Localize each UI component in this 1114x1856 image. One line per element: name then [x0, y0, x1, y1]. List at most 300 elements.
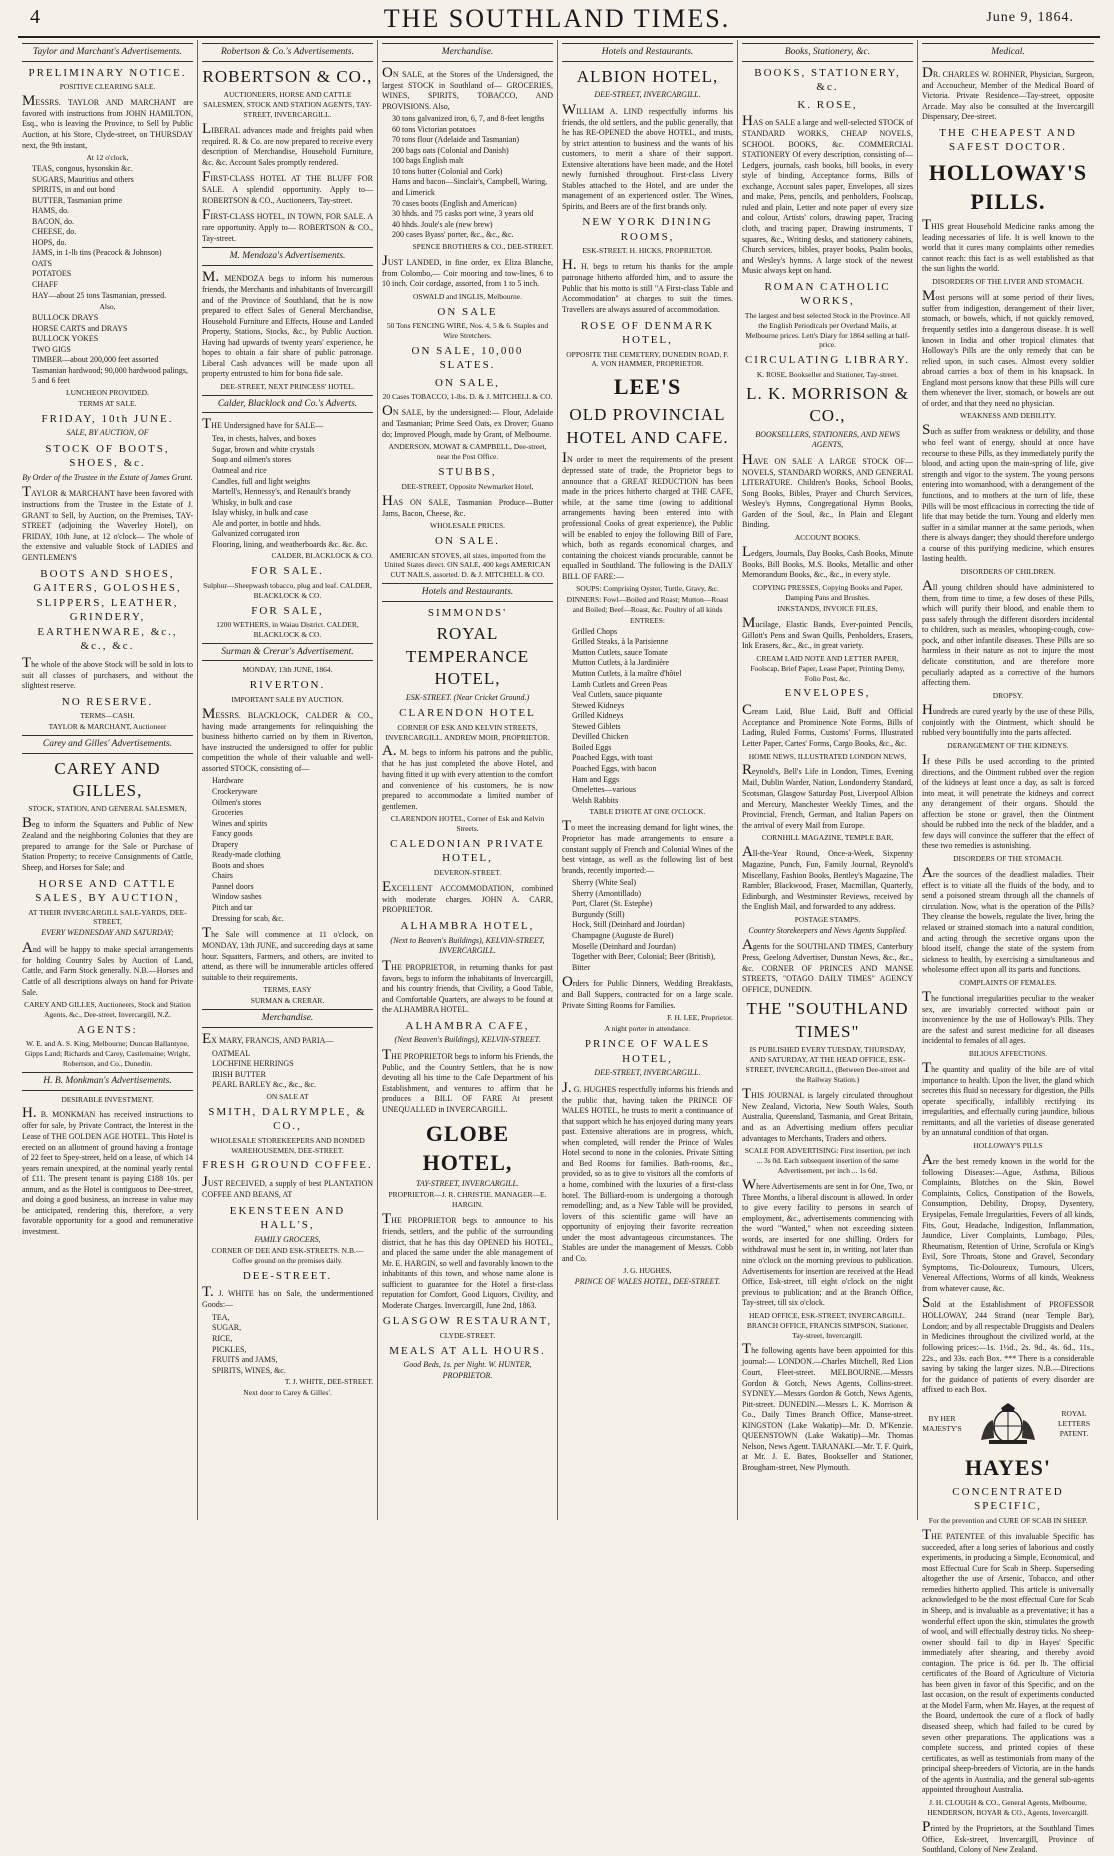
list-item: CHEESE, do.: [32, 227, 77, 237]
list-item: 70 tons flour (Adelaide and Tasmanian): [392, 135, 520, 145]
ad-body: Most persons will at some period of their lives, suffer from indigestion, derangement of their liver, stomach, or bowels, which, if not quickly removed, frequently settles into a dangerous disease. It is well known in India and other tropical climates that Holloway's Pills are the only remedy that can be relied upon, in such cases. Almost every soldier abroad carries a box of them in his knapsack. In England most persons know that these Pills will cure them whenever the liver, stomach, or bowels are out of order, and that they need no physician.: [922, 287, 1094, 408]
ad-italic-line: BOOKSELLERS, STATIONERS, AND NEWS AGENTS,: [755, 429, 900, 450]
section-heading: Taylor and Marchant's Advertisements.: [22, 43, 193, 62]
ad-body: The quantity and quality of the bile are of vital importance to health. Upon the liver, the gland which secretes this fluid so necessary for digestion, the Pills operate specifically, infallibly rectifying its irregularities, and effectually curing jaundice, bilious remittants, and all the varieties of disease generated by an unnatural condition of that organ.: [922, 1059, 1094, 1138]
ad-subline: TERMS AT SALE.: [78, 398, 137, 408]
list-item: Veal Cutlets, sauce piquante: [572, 690, 663, 700]
ad-subline: J. G. HUGHES,: [623, 1266, 672, 1276]
ad-subline: 20 Cases TOBACCO, 1-lbs. D. & J. MITCHELL & CO.: [382, 392, 553, 402]
list-item: Lamb Cutlets and Green Peas: [572, 679, 668, 689]
ad-body: MESSRS. TAYLOR AND MARCHANT are favored with instructions from JOHN HAMILTON, Esq., who is leaving the Province, to Sell by Public Auction, at his Store, Clyde-street, on THURSDAY next, the 9th instant,: [22, 92, 193, 150]
list-item: Hock, Still (Deinhard and Jourdan): [572, 920, 685, 930]
section-heading: Hotels and Restaurants.: [562, 43, 733, 62]
ad-subline: CORNHILL MAGAZINE, TEMPLE BAR,: [761, 833, 894, 843]
ad-subline: DISORDERS OF THE LIVER AND STOMACH.: [932, 277, 1084, 286]
ad-item-list: [202, 1049, 373, 1091]
ad-subline: SCALE FOR ADVERTISING: First insertion, per inch ... 3s 0d. Each subsequent insertion of the same Advertisement, per inch ... 1s 6d.: [744, 1146, 911, 1175]
ad-body: M. MENDOZA begs to inform his numerous friends, the Merchants and inhabitants of Invercargill and of the Province of Southland, that he is now prepared to effect Sales of General Merchandise, Household Furniture and Effects, House and Landed Property, Stations, Stocks, &c., by Public Auction. Having had upwards of twenty years' experience, he hopes to obtain a fair share of public patronage. Liberal Cash advances will be made upon all property entrusted to him for bona fide sale.: [202, 269, 373, 379]
list-item: Grilled Kidneys: [572, 711, 624, 721]
column-6: [918, 40, 1098, 1855]
ad-body: EX MARY, FRANCIS, AND PARIA—: [202, 1030, 334, 1047]
list-item: TWO GIGS: [32, 344, 71, 354]
ad-item-list: [382, 114, 553, 241]
list-item: Dressing for scab, &c.: [212, 913, 284, 923]
ad-body: Hundreds are cured yearly by the use of these Pills, conjointly with the Ointment, which should be rubbed very bountifully into the parts affected.: [922, 701, 1094, 738]
list-item: Port, Claret (St. Estephe): [572, 899, 653, 909]
ad-heading: CALEDONIAN PRIVATE HOTEL,: [390, 837, 545, 865]
ad-subline: LUNCHEON PROVIDED.: [66, 387, 149, 397]
ad-item-list: [202, 434, 373, 550]
list-item: TEAS, congous, hysonskin &c.: [32, 164, 133, 174]
ad-subline: COMPLAINTS OF FEMALES.: [959, 977, 1057, 987]
ad-italic-line: SALE, BY AUCTION, OF: [66, 428, 149, 438]
list-item: BULLOCK DRAYS: [32, 313, 99, 323]
ad-subline: Sulphur—Sheepwash tobacco, plug and leaf. CALDER, BLACKLOCK & CO.: [203, 580, 372, 600]
ad-heading: OLD PROVINCIAL HOTEL AND CAFE.: [566, 405, 729, 447]
ad-heading: STOCK OF BOOTS, SHOES, &c.: [45, 442, 170, 470]
ad-subline: K. ROSE, Bookseller and Stationer, Tay-street.: [756, 369, 899, 379]
ad-heading: HAYES': [965, 1454, 1051, 1480]
list-item: SUGAR,: [212, 1323, 242, 1333]
ad-item-list: [562, 627, 733, 806]
list-item: 100 bags English malt: [392, 156, 464, 166]
ad-heading: PRELIMINARY NOTICE.: [28, 66, 187, 79]
ad-body: Such as suffer from weakness or debility, and those who feel want of energy, should at once have recourse to these Pills, as they immediately purify the blood, and acting upon the main-spring of life, give strength and vigor to the system. The young persons entering into womanhood, with a derangement of the functions, and to mothers at the turn of life, these Pills will be most efficacious in correcting the tide of life that may betide the turn. Young and elderly men suffer in a similar manner at the same periods, when there is always danger; they should therefore undergo a course of this purifying medicine, which ensures lasting health.: [922, 422, 1094, 564]
ad-body: Where Advertisements are sent in for One, Two, or Three Months, a liberal discount is allowed. In order to give every facility to persons in search of employment, &c., advertisements commencing with the word "Wanted," when not exceeding sixteen words, are inserted for one shilling. Orders for withdrawal must be sent in, in writing, not later than nine o'clock on the morning previous to publication. Advertisements for insertion are received at the Head Office, Esk-street, till eight o'clock on the night previous to publication; and at the Branch Office, Tay-street, till six o'clock.: [742, 1176, 913, 1308]
list-item: 10 tons butter (Colonial and Cork): [392, 166, 503, 176]
list-item: POTATOES: [32, 269, 72, 279]
ad-body: THIS JOURNAL is largely circulated throughout New Zealand, Victoria, New South Wales, South Australia, Queensland, Tasmania, and Great Britain, and as an Advertising medium offers peculiar advantages to Merchants, Traders and others.: [742, 1085, 913, 1143]
list-item: Fancy goods: [212, 829, 253, 839]
ad-italic-line: (Next Beaven's Buildings), KELVIN-STREET.: [394, 1035, 541, 1045]
ad-italic-line: PRINCE OF WALES HOTEL, DEE-STREET.: [574, 1277, 721, 1287]
list-item: Wines and spirits: [212, 818, 268, 828]
list-item: OATS: [32, 258, 53, 268]
list-item: Martell's, Hennessy's, and Renault's brandy: [212, 487, 351, 497]
list-item: Boots and shoes: [212, 860, 264, 870]
ad-body: The Sale will commence at 11 o'clock, on MONDAY, 13th JUNE, and succeeding days at same hour. Squatters, Farmers, and others, are invited to attend, as there will be innumerable articles offered suitable to their requirements.: [202, 925, 373, 982]
list-item: BULLOCK YOKES: [32, 334, 99, 344]
ad-italic-line: DEE-STREET, INVERCARGILL.: [594, 89, 701, 99]
ad-heading: LEE'S: [613, 374, 682, 400]
ad-body: MESSRS. BLACKLOCK, CALDER & CO., having made arrangements for relinquishing the business hitherto carried on by them in Riverton, have instructed the undersigned to offer for public competition the whole of their valuable and well-assorted STOCK, consisting of—: [202, 705, 373, 773]
ad-heading: PRINCE OF WALES HOTEL,: [584, 1038, 711, 1065]
list-item: Champagne (Auguste de Burel): [572, 930, 674, 940]
ad-heading: ON SALE.: [435, 535, 500, 548]
ad-subline: The largest and best selected Stock in the Province. All the English Periodicals per Overland Mails, at Melbourne prices. Lett's Diary for 1864 selling at half-price.: [744, 310, 911, 350]
section-heading: Merchandise.: [202, 1009, 373, 1028]
warrant-right-text: ROYAL LETTERS PATENT.: [1057, 1408, 1091, 1438]
ad-subline: AMERICAN STOVES, all sizes, imported from the United States direct. ON SALE, 400 kegs AMERICAN CUT NAILS, assorted. D. & J. MITCHELL & CO.: [384, 550, 551, 580]
royal-warrant-block: [922, 1398, 1094, 1450]
ad-subline: DERANGEMENT OF THE KIDNEYS.: [947, 740, 1069, 750]
ad-subline: HEAD OFFICE, ESK-STREET, INVERCARGILL. BRANCH OFFICE, FRANCIS SIMPSON, Stationer, Tay-street, Invercargill.: [746, 1310, 909, 1340]
ad-subline: TERMS—CASH.: [80, 711, 135, 721]
ad-subline: Also,: [99, 302, 116, 312]
list-item: Mutton Cutlets, à la maître d'hôtel: [572, 669, 682, 679]
ad-subline: DROPSY.: [992, 690, 1024, 700]
section-heading: Surman & Crerar's Advertisement.: [202, 643, 373, 662]
list-item: Poached Eggs, with bacon: [572, 763, 657, 773]
ad-heading: ALHAMBRA CAFE,: [405, 1019, 530, 1032]
ad-body: JUST RECEIVED, a supply of best PLANTATION COFFEE AND BEANS, AT: [202, 1173, 373, 1199]
ad-italic-line: Good Beds, 1s. per Night. W. HUNTER, PROPRIETOR.: [403, 1360, 532, 1380]
ad-item-list: [22, 164, 193, 301]
ad-subline: STOCK, STATION, AND GENERAL SALESMEN,: [28, 804, 187, 814]
column-1: [18, 40, 198, 1520]
ad-body: The functional irregularities peculiar to the weaker sex, are invariably corrected without pain or inconvenience by the use of Holloway's Pills. They are the safest and surest medicine for all diseases incidental to females of all ages.: [922, 988, 1094, 1046]
ad-heading: MEALS AT ALL HOURS.: [389, 1344, 546, 1357]
page-number: 4: [30, 6, 40, 28]
list-item: Poached Eggs, with toast: [572, 753, 653, 763]
list-item: JAMS, in 1-lb tins (Peacock & Johnson): [32, 248, 162, 258]
ad-body: H. H. begs to return his thanks for the ample patronage hitherto afforded him, and to assure the Public that his motto is still "A First-class Table and Accommodation" at charges to suit the times. Travellers are always assured of accommodation.: [562, 257, 733, 314]
list-item: Flooring, lining, and weatherboards &c. &c. &c.: [212, 539, 368, 549]
ad-subline: OPPOSITE THE CEMETERY, DUNEDIN ROAD, F. A. VON HAMMER, PROPRIETOR.: [566, 349, 729, 369]
ad-subline: HOME NEWS, ILLUSTRATED LONDON NEWS,: [748, 751, 907, 761]
list-item: Welsh Rabbits: [572, 795, 619, 805]
ad-heading: ENVELOPES,: [784, 687, 871, 700]
ad-signature: F. H. LEE, Proprietor.: [667, 1013, 733, 1023]
list-item: TIMBER—about 200,000 feet assorted Tasmanian hardwood; 90,000 hardwood palings, 5 and 6 feet: [32, 355, 188, 386]
ad-subline: Next door to Carey & Gilles'.: [243, 1388, 332, 1398]
ad-heading: EKENSTEEN AND HALL'S,: [229, 1204, 346, 1232]
ad-body: THE PATENTEE of this invaluable Specific has succeeded, after a long series of laborious and costly experiments, in producing a Simple, Economical, and most Effectual Cure for Scab in Sheep. Superseding altogether the use of Arsenic, Tobacco, and other remedies hitherto applied. This article is universally acknowledged to be the most effectual Cure for Scab in Sheep, and is invaluable as a preventative; it has a wonderful effect upon the skin, stimulates the growth of wool, and will effectually destroy ticks. No sheep-owner should fail to dip in Hayes' Specific immediately after shearing, and thereby avoid contagion. The price is 6d. per lb. The official certificates of the Board of Agriculture of Victoria has been given in favor of this Specific, and on the last occasion, on the result of experiments conducted at the Model Farm, when Mr. Hayes, at the request of the Board, undertook the cure of a flock of badly diseased sheep, which had failed to be cured by seven other preparations. The applications was a complete success, and printed copies of these certificates, as well as testimonials from many of the principal sheep-breeders of Victoria, are in the hands of the agents in Australia, and the general sub-agents appointed throughout Australia.: [922, 1526, 1094, 1795]
section-heading: Calder, Blacklock and Co.'s Adverts.: [202, 395, 373, 414]
ad-subline: 50 Tons FENCING WIRE, Nos. 4, 5 & 6. Staples and Wire Stretchers.: [386, 321, 549, 341]
ad-body: Beg to inform the Squatters and Public of New Zealand and the neighboring Colonies that they are prepared to arrange for the Sale or Purchase of Station Property; to receive Consignments of Cattle, Sheep, and Horses for Sale; and: [22, 815, 193, 872]
ad-body: EXCELLENT ACCOMMODATION, combined with moderate charges. JOHN A. CARR, PROPRIETOR.: [382, 878, 553, 915]
ad-subline: W. E. and A. S. King, Melbourne; Duncan Ballantyne, Gipps Land; Richards and Carey, Castlemaine; Wright, Robertson, and Co., Dunedin.: [24, 1039, 191, 1069]
ad-subline: WHOLESALE STOREKEEPERS AND BONDED WAREHOUSEMEN, DEE-STREET.: [210, 1135, 365, 1155]
ad-subline: POSITIVE CLEARING SALE.: [59, 82, 156, 92]
ad-body: Are the best remedy known in the world for the following Diseases:—Ague, Asthma, Bilious Complaints, Blotches on the Skin, Bowel Complaints, Colics, Constipation of the Bowels, Consumption, Debility, Dropsy, Dysentery, Erysipelas, Female Irregularities, Fevers of all kinds, Fits, Gout, Headache, Indigestion, Inflammation, Jaundice, Liver Complaints, Lumbago, Piles, Rheumatism, Retention of Urine, Scrofula or King's Evil, Sore Throats, Stone and Gravel, Secondary Symptoms, Tic-Doloureux, Tumours, Ulcers, Venereal Affections, Worms of all kinds, Weakness from whatever cause, &c.: [922, 1151, 1094, 1293]
list-item: 40 hhds. Joule's ale (new brew): [392, 219, 493, 229]
list-item: TEA,: [212, 1312, 230, 1322]
ad-subline: AUCTIONEERS, HORSE AND CATTLE SALESMEN, STOCK AND STATION AGENTS, TAY-STREET, INVERCARGILL.: [203, 89, 372, 119]
ad-heading: BOOTS AND SHOES, GAITERS, GOLOSHES, SLIPPERS, LEATHER, GRINDERY, EARTHENWARE, &c., &c., &c.: [33, 567, 182, 653]
ad-signature: T. J. WHITE, DEE-STREET.: [284, 1377, 373, 1387]
ad-subline: CLYDE-STREET.: [439, 1330, 496, 1340]
ad-subline: DEVERON-STREET.: [433, 868, 502, 877]
ad-subline: TABLE D'HOTE AT ONE O'CLOCK.: [589, 807, 706, 817]
ad-heading: GLASGOW RESTAURANT,: [382, 1315, 553, 1328]
list-item: BUTTER, Tasmanian prime: [32, 195, 123, 205]
ad-subline: 1200 WETHERS, in Waiau District. CALDER, BLACKLOCK & CO.: [216, 620, 359, 639]
ad-body: ON SALE, at the Stores of the Undersigned, the largest STOCK in Southland of— GROCERIES, WINES, SPIRITS, TOBACCO, AND PROVISIONS. Also,: [382, 64, 553, 111]
ad-body: Reynold's, Bell's Life in London, Times, Evening Mail, Dublin Warder, Nation, Londonderry Standard, Scotsman, Glasgow Saturday Post, Liverpool Albion and Mercury, Manchester Weekly Times, and the Provincial, French, German, and Italian Papers on the arrival of every Mail from Europe.: [742, 762, 913, 830]
list-item: Devilled Chicken: [572, 732, 629, 742]
ad-heading: ROYAL TEMPERANCE HOTEL,: [405, 624, 530, 689]
ad-subline: COPYING PRESSES, Copying Books and Paper, Damping Pans and Brushes.: [752, 582, 903, 602]
ad-body: THE PROPRIETOR, in returning thanks for past favors, begs to inform the inhabitants of Invercargill, and his country friends, that Civility, a Good Table, and Comfortable Quarters, are always to be found at the ALHAMBRA HOTEL.: [382, 957, 553, 1015]
ad-subline: SURMAN & CRERAR.: [250, 996, 325, 1006]
ad-subline: DEE-STREET, NEXT PRINCESS' HOTEL.: [220, 381, 355, 391]
ad-heading: ALHAMBRA HOTEL,: [400, 919, 535, 932]
ad-body: TAYLOR & MARCHANT have been favored with instructions from the Trustee in the Estate of J. GRANT to Sell, by Auction, on the Premises, TAY-STREET (adjoining the Waverley Hotel), on FRIDAY, 10th June, at 12 o'clock— The whole of the extensive and valuable Stock of LADIES and GENTLEMEN'S: [22, 484, 193, 562]
list-item: Soap and oilmen's stores: [212, 455, 291, 465]
list-item: CHAFF: [32, 280, 58, 290]
newspaper-title: THE SOUTHLAND TIMES.: [383, 4, 731, 33]
ad-body: If these Pills be used according to the printed directions, and the Ointment rubbed over the region of the kidneys at least once a day, as salt is forced into meat, it will penetrate the kidneys and correct any derangement of their organs. Should the affection be stone or gravel, then the Ointment should be rubbed into the neck of the bladder, and a few days will convince the sufferer that the effect of these two remedies is astonishing.: [922, 751, 1094, 851]
ad-heading: FRIDAY, 10th JUNE.: [41, 412, 174, 425]
list-item: Islay whisky, in bulk and case: [212, 508, 308, 518]
list-item: Stewed Kidneys: [572, 700, 625, 710]
list-item: Hardware: [212, 776, 244, 786]
list-item: Grilled Chops: [572, 626, 618, 636]
ad-subline: IS PUBLISHED EVERY TUESDAY, THURSDAY, AND SATURDAY, AT THE HEAD OFFICE, ESK-STREET, INVERCARGILL, (Between Dee-street and the Railway Station.): [745, 1045, 910, 1084]
ad-italic-line: FAMILY GROCERS,: [254, 1234, 321, 1244]
ad-heading: STUBBS,: [438, 466, 497, 479]
list-item: Drapery: [212, 839, 239, 849]
list-item: Pitch and tar: [212, 902, 253, 912]
list-item: Ale and porter, in bottle and hhds.: [212, 518, 321, 528]
ad-body: LIBERAL advances made and freights paid when required. R. & Co. are now prepared to receive every description of Merchandise, Household Furniture, &c. &c. Account Sales promptly rendered.: [202, 120, 373, 167]
ad-body: Printed by the Proprietors, at the Southland Times Office, Esk-street, Invercargill, Province of Southland, Colony of New Zealand.: [922, 1818, 1094, 1855]
warrant-left-text: BY HER MAJESTY'S: [922, 1413, 962, 1433]
ad-body: HAS on SALE a large and well-selected STOCK of STANDARD WORKS, CHEAP NOVELS, SCHOOL BOOKS, &c. COMMERCIAL STATIONERY Of every description, consisting of— Ledgers, journals, cash books, bill books, in every style of binding, Acceptance forms, Bills of exchange, Account sales paper, Envelopes, all sizes and make, Pens, pencils, and penholders, Foolscap, ruled and plain, Letter and note paper of every size and colour, Artists' colors, drawing paper, Tracing cloth, and tracing paper, Drawing instruments, T squares, &c., Writing desks, and stationery cabinets, Church services, bibles, prayer books, Psalm books, and Wesley's hymns. A large stock of the newest Music always kept on hand.: [742, 113, 913, 276]
list-item: 200 cases Byass' porter, &c., &c., &c.: [392, 230, 514, 240]
ad-subline: DESIRABLE INVESTMENT.: [61, 1094, 154, 1104]
section-heading: Merchandise.: [382, 43, 553, 62]
ad-italic-line: Country Storekeepers and News Agents Supplied.: [748, 925, 907, 935]
column-4: [558, 40, 738, 1520]
ad-body: The following agents have been appointed for this journal:— LONDON.—Charles Mitchell, Red Lion Court, Fleet-street. MELBOURNE.—Messrs Gordon & Gotch, News Agents, Collins-street. SYDNEY.—Messrs Gordon & Gotch, News Agents, Pitt-street. DUNEDIN.—Messrs L. K. Morrison & Co., Daily Times Branch Office, Manse-street. KINGSTON (Lake Wakatip)—Mr. D. M'Kenzie. QUEENSTOWN (Lake Wakatip)—Mr. Thomas Nelson, News Agent. TARANAKI.—Mr. T. F. Quirk, at Mr. J. E. Bates, Bookseller and Stationer, Brougham-street, New Plymouth.: [742, 1341, 913, 1472]
list-item: 30 hhds. and 75 casks port wine, 3 years old: [392, 209, 534, 219]
list-item: BACON, do.: [32, 216, 75, 226]
ad-heading: FOR SALE.: [251, 565, 324, 578]
ad-subline: WEAKNESS AND DEBILITY.: [960, 411, 1056, 421]
ad-subline: DISORDERS OF CHILDREN.: [960, 566, 1056, 576]
list-item: 30 tons galvanized iron, 6, 7, and 8-feet lengths: [392, 114, 545, 124]
ad-heading: SIMMONDS': [427, 606, 508, 619]
list-item: HAMS, do.: [32, 206, 70, 216]
ad-subline: DINNERS: Fowl—Boiled and Roast; Mutton—Roast and Boiled; Beef—Roast, &c. Poultry of all kinds: [566, 595, 729, 615]
ad-subline: At 12 o'clock,: [86, 153, 129, 163]
ad-subline: OSWALD and INGLIS, Melbourne.: [413, 291, 522, 301]
ad-body: Sold at the Establishment of PROFESSOR HOLLOWAY, 244 Strand (near Temple Bar), London; and by all respectable Druggists and Dealers in Medicines throughout the civilized world, at the following prices:—1s. 1½d., 2s. 9d., 4s. 6d., 11s., 22s., and 33s. each Box. *** There is a considerable saving by taking the larger sizes. N.B.—Directions for the guidance of patients of every disorder are affixed to each Box.: [922, 1295, 1094, 1395]
ad-italic-line: (Next to Beaven's Buildings), KELVIN-STREET, INVERCARGILL.: [390, 935, 545, 956]
newspaper-columns: [18, 40, 1100, 1855]
ad-heading: CLARENDON HOTEL: [399, 707, 536, 720]
ad-heading: HORSE AND CATTLE SALES, BY AUCTION,: [35, 877, 180, 905]
ad-body: All young children should have administered to them, from time to time, a few doses of these Pills, which will purify their blood, and enable them to pass safely through the different disorders incidental to children, such as measles, whooping-cough, cow-pock, and other infantile diseases. These Pills are so harmless in their nature as not to injure the most delicate constitution, and are therefore more peculiarly adapted as a corrective of the humors affecting them.: [922, 577, 1094, 688]
ad-heading: CONCENTRATED SPECIFIC,: [952, 1485, 1064, 1513]
ad-subline: DISORDERS OF THE STOMACH.: [953, 853, 1063, 863]
list-item: Galvanized corrugated iron: [212, 529, 300, 539]
column-3: [378, 40, 558, 1520]
list-item: 60 tons Victorian potatoes: [392, 124, 476, 134]
ad-subline: ON SALE AT: [266, 1091, 309, 1101]
ad-subline: MONDAY, 13th JUNE, 1864.: [242, 665, 333, 675]
list-item: HAY—about 25 tons Tasmanian, pressed.: [32, 290, 167, 300]
list-item: Burgundy (Still): [572, 909, 625, 919]
section-heading: M. Mendoza's Advertisements.: [202, 247, 373, 266]
ad-heading: ROSE OF DENMARK HOTEL,: [580, 319, 715, 347]
ad-heading: DEE-STREET.: [242, 1269, 333, 1282]
ad-body: THE PROPRIETOR begs to announce to his friends, settlers, and the public of the surrounding district, that he has this day OPENED his HOTEL, and placed the same under the able management of Mr. E. HARGIN, so well and favorably known to the inhabitants of this town, and whose name alone is sufficient to guarantee for the Hotel a first-class reputation for Comfort, Good Liquors, Civility, and Moderate Charges. Invercargill, June 2nd, 1863.: [382, 1210, 553, 1310]
ad-heading: CIRCULATING LIBRARY.: [744, 354, 911, 367]
ad-heading: ON SALE, 10,000 SLATES.: [411, 344, 524, 372]
ad-body: H. B. MONKMAN has received instructions to offer for sale, by Private Contract, the Interest in the Lease of THE GOLDEN AGE HOTEL. This Hotel is erected on an allotment of ground having a frontage of 22 feet to Spey-street, held on a lease, of which 14 years remain unexpired, at the nominal yearly rental of £11. The present tenant is paying £188 10s. per annum, and as the Hotel is contiguous to Dee-street, and doing a good business, an increase in value may be anticipated, rendering this, therefore, a very favorable opportunity for a good and remunerative investment.: [22, 1105, 194, 1236]
ad-body: Agents for the SOUTHLAND TIMES, Canterbury Press, Geelong Advertiser, Dunstan News, &c., &c., &c. CORNER OF PRINCES AND MANSE STREETS, "OTAGO DAILY TIMES" AGENCY OFFICE, DUNEDIN.: [742, 937, 913, 994]
ad-heading: CAREY AND GILLES,: [54, 758, 161, 800]
ad-heading: ON SALE,: [435, 376, 500, 389]
ad-body: IN order to meet the requirements of the present depressed state of trade, the Proprietor begs to announce that a GREAT REDUCTION has been made in the prices hitherto charged at THE CAFE, while, at the same time (owing to additional arrangements having been entered into with professional Cooks of great experience), the Public will be enabled to enjoy the following Bill of Fare, which, both as regards economical charges, and containing the choicest viands procurable, cannot be equalled in Southland. The following is the DAILY BILL OF FARE:—: [562, 450, 733, 581]
ad-subline: TAYLOR & MARCHANT, Auctioneer: [48, 722, 167, 732]
ad-subline: J. H. CLOUGH & CO., General Agents, Melbourne, HENDERSON, BOYAR & CO., Agents, Invercargill.: [927, 1797, 1089, 1817]
ad-heading: HOLLOWAY'S PILLS.: [928, 159, 1088, 214]
ad-body: DR. CHARLES W. ROHNER, Physician, Surgeon, and Accoucheur, Member of the Medical Board of Victoria. Private Residence—Tay-street, opposite Arcade. May also be consulted at the Invercargill Dispensary, Dee-street.: [922, 64, 1094, 122]
section-heading: Hotels and Restaurants.: [382, 583, 553, 602]
ad-heading: ROMAN CATHOLIC WORKS,: [764, 280, 891, 308]
list-item: Chairs: [212, 871, 233, 881]
ad-item-list: [562, 878, 733, 973]
ad-heading: GLOBE HOTEL,: [422, 1120, 513, 1175]
ad-italic-line: DEE-STREET, INVERCARGILL.: [594, 1068, 701, 1078]
list-item: OATMEAL: [212, 1048, 251, 1058]
list-item: Moselle (Deinhard and Jourdan): [572, 941, 676, 951]
list-item: Crockeryware: [212, 786, 258, 796]
ad-body: J. G. HUGHES respectfully informs his friends and the public that, having taken the PRINCE OF WALES HOTEL, he trusts to merit a continuance of that support which he has enjoyed during many years past. Extensive alterations are in progress, which, when completed, will render the Prince of Wales Hotel second to none in the colonies. Private Sitting and Bed Rooms for families. Bath-rooms, &c., provided, so as to give to visitors all the comforts of a home, combined with the luxuries of a first-class hotel. The Billiard-room is undergoing a thorough remodelling; and, as a New Table will be provided, lovers of this scientific game will have an opportunity of enjoying their favorite recreation under the most advantageous circumstances. The Stables are under the management of Messrs. Cobb and Co.: [562, 1079, 733, 1263]
ad-subline: For the prevention and CURE OF SCAB IN SHEEP.: [928, 1515, 1088, 1525]
ad-subline: ESK-STREET. H. HICKS, PROPRIETOR.: [582, 246, 713, 256]
issue-date: June 9, 1864.: [986, 10, 1074, 25]
ad-subline: A night porter in attendance.: [604, 1024, 691, 1034]
ad-subline: SOUPS: Comprising Oyster, Turtle, Gravy, &c.: [576, 584, 719, 594]
ad-body: The whole of the above Stock will be sold in lots to suit all classes of purchasers, and without the slightest reserve.: [22, 654, 193, 691]
ad-subline: HOLLOWAY'S PILLS: [973, 1140, 1043, 1150]
ad-subline: CORNER OF DEE AND ESK-STREETS. N.B.—Coffee ground on the premises daily.: [211, 1246, 364, 1265]
list-item: HORSE CARTS and DRAYS: [32, 323, 128, 333]
ad-subline: CLARENDON HOTEL, Corner of Esk and Kelvin Streets.: [390, 814, 545, 834]
ad-body: ON SALE, by the undersigned:— Flour, Adelaide and Tasmanian; Prime Seed Oats, ex Drover; Guano do; Improved Plough, made by Grant, of Melbourne.: [382, 403, 553, 439]
ad-body: A. M. begs to inform his patrons and the public, that he has just completed the above Hotel, and having fitted it up with every attention to the comfort and convenience of his customers, he is now prepared to accommodate a limited number of gentlemen.: [382, 743, 553, 811]
ad-body: WILLIAM A. LIND respectfully informs his friends, the old settlers, and the public generally, that he has RE-OPENED the above HOTEL, and trusts, by strict attention to business and the wants of his customers, to merit a share of their support. Extensive alterations have been made, and the Hotel newly furnished throughout. First-class Livery Stables attached to the Hotel, and are under the management of an experienced ostler. The Wines, Spirits, and Beers are of the first brands only.: [562, 101, 733, 211]
ad-heading: NO RESERVE.: [61, 695, 154, 708]
list-item: Mutton Cutlets, sauce Tomate: [572, 647, 668, 657]
ad-subline: ACCOUNT BOOKS.: [794, 532, 861, 542]
ad-heading: ROBERTSON & CO.,: [202, 66, 373, 86]
ad-heading: ALBION HOTEL,: [576, 66, 719, 86]
ad-body: Orders for Public Dinners, Wedding Breakfasts, and Ball Suppers, contracted for on a large scale. Private Sitting Rooms for Families.: [562, 974, 733, 1010]
list-item: Window sashes: [212, 892, 262, 902]
list-item: Sherry (Amontillado): [572, 888, 642, 898]
ad-subline: POSTAGE STAMPS.: [794, 914, 861, 924]
list-item: IRISH BUTTER: [212, 1069, 266, 1079]
ad-body: JUST LANDED, in fine order, ex Eliza Blanche, from Colombo,— Coir mooring and tow-lines, 6 to 10 inch. Coir cordage, assorted, from 1 to 5 inch.: [382, 252, 553, 289]
list-item: Ready-made clothing: [212, 850, 281, 860]
section-heading: Medical.: [922, 43, 1094, 62]
list-item: 200 bags oats (Colonial and Danish): [392, 145, 509, 155]
list-item: Boiled Eggs: [572, 742, 612, 752]
ad-subline: CREAM LAID NOTE AND LETTER PAPER, Foolscap, Brief Paper, Lease Paper, Printing Demy, Folio Post, &c.: [750, 653, 905, 683]
list-item: HOPS, do.: [32, 237, 67, 247]
list-item: RICE,: [212, 1334, 233, 1344]
list-item: Mutton Cutlets, à la Jardinière: [572, 658, 670, 668]
ad-subline: IMPORTANT SALE BY AUCTION.: [231, 694, 344, 704]
ad-item-list: [202, 1313, 373, 1376]
ad-body: To meet the increasing demand for light wines, the Proprietor has made arrangements to ensure a constant supply of French and Colonial Wines of the best vintage, as well as the following list of best brands, recently imported:—: [562, 818, 733, 875]
ad-item-list: [22, 313, 193, 387]
ad-heading: ON SALE: [437, 305, 498, 318]
ad-subline: CORNER OF ESK AND KELVIN STREETS, INVERCARGILL. ANDREW MOIR, PROPRIETOR.: [385, 722, 550, 742]
ad-heading: THE "SOUTHLAND TIMES": [746, 999, 909, 1041]
ad-heading: NEW YORK DINING ROOMS,: [582, 216, 713, 243]
list-item: Oilmen's stores: [212, 797, 262, 807]
list-item: Sugar, brown and white crystals: [212, 444, 315, 454]
list-item: SPIRITS, in and out bond: [32, 185, 115, 195]
list-item: Grilled Steaks, à la Parisienne: [572, 637, 669, 647]
ad-heading: RIVERTON.: [249, 679, 326, 692]
ad-heading: SMITH, DALRYMPLE, & CO.,: [208, 1105, 367, 1133]
column-2: [198, 40, 378, 1520]
ad-italic-line: TAY-STREET, INVERCARGILL.: [416, 1178, 519, 1188]
ad-subline: INKSTANDS, INVOICE FILES,: [777, 603, 878, 613]
list-item: Together with Beer, Colonial; Beer (British), Bitter: [572, 952, 716, 972]
list-item: LOCHFINE HERRINGS: [212, 1059, 294, 1069]
ad-body: THIS great Household Medicine ranks among the leading necessaries of life. It is well known to the world that it cures many complaints other remedies cannot reach: this fact is as well established as that the sun lights the world.: [922, 216, 1094, 274]
ad-italic-line: By Order of the Trustee in the Estate of James Grant.: [22, 472, 193, 482]
section-heading: Carey and Gilles' Advertisements.: [22, 735, 193, 754]
ad-body: Ledgers, Journals, Day Books, Cash Books, Minute Books, Bill Books, M.S. Books, Metallic and other Memorandum Books, &c., &c., in every style.: [742, 543, 913, 580]
ad-italic-line: ESK-STREET. (Near Cricket Ground.): [405, 692, 530, 702]
ad-signature: SPENCE BROTHERS & CO., DEE-STREET.: [412, 241, 553, 251]
ad-italic-line: EVERY WEDNESDAY AND SATURDAY;: [41, 928, 174, 938]
ad-subline: DEE-STREET, Opposite Newmarket Hotel,: [401, 481, 534, 491]
ad-heading: L. K. MORRISON & CO.,: [746, 383, 909, 426]
list-item: PICKLES,: [212, 1344, 247, 1354]
list-item: Tea, in chests, halves, and boxes: [212, 434, 316, 444]
section-heading: Robertson & Co.'s Advertisements.: [202, 43, 373, 62]
ad-body: Cream Laid, Blue Laid, Buff and Official Acceptance and Prominence Note Forms, Bills of Lading, Ruled Forms, Customs' Forms, Illustrated Letter Paper, Cartes' Forms, Cargo Books, &c., &c.: [742, 701, 913, 749]
list-item: Stewed Giblets: [572, 721, 621, 731]
ad-subline: WHOLESALE PRICES.: [430, 521, 505, 531]
ad-body: HAVE ON SALE A LARGE STOCK OF— NOVELS, STANDARD WORKS, AND GENERAL LITERATURE. Children's Books, School Books, Song Books, Bibles, Prayer and Church Services, Wesley's Hymns, Congregational Hymn Books, Garden of the Soul, &c., In Plain and Elegant Binding.: [742, 451, 913, 530]
section-heading: H. B. Monkman's Advertisements.: [22, 1072, 193, 1091]
ad-body: THE PROPRIETOR begs to inform his Friends, the Public, and the Country Settlers, that he is now devoting all his time to the Cafe Department of his Establishment, and ventures to affirm that he produces a BILL OF FARE At present UNEQUALLED in INVERCARGILL.: [382, 1046, 553, 1115]
ad-subline: ANDERSON, MOWAT & CAMPBELL, Dee-street, near the Post Office.: [388, 442, 547, 462]
ad-heading: THE CHEAPEST AND SAFEST DOCTOR.: [939, 126, 1077, 154]
list-item: SUGARS, Mauritius and others: [32, 174, 134, 184]
masthead-rule: [18, 36, 1100, 38]
list-item: Groceries: [212, 808, 244, 818]
list-item: Ham and Eggs: [572, 774, 620, 784]
ad-body: HAS ON SALE, Tasmanian Produce—Butter Jams, Bacon, Cheese, &c.: [382, 492, 553, 518]
ad-subline: TERMS, EASY: [263, 985, 312, 995]
masthead: [0, 0, 1114, 36]
ad-subline: CAREY AND GILLES, Auctioneers, Stock and Station Agents, &c., Dee-street, Invercargill, N.Z.: [24, 1000, 191, 1019]
ad-subline: AT THEIR INVERCARGILL SALE-YARDS, DEE-STREET,: [28, 907, 187, 927]
ad-subline: BILIOUS AFFECTIONS.: [968, 1048, 1048, 1058]
ad-body: FIRST-CLASS HOTEL, IN TOWN, FOR SALE. A rare opportunity. Apply to— ROBERTSON & CO., Tay-street.: [202, 207, 373, 243]
ad-body: And will be happy to make special arrangements for holding Country Sales by Auction of Land, Cattle, and Farm Stock generally. N.B.—Horses and Cattle of all descriptions always on hand for Private Sale.: [22, 939, 193, 997]
column-5: [738, 40, 918, 1520]
ad-subline: ENTREES:: [630, 615, 665, 625]
ad-heading: BOOKS, STATIONERY, &c.: [754, 66, 901, 94]
list-item: 70 cases boots (English and American): [392, 198, 517, 208]
list-item: PEARL BARLEY &c., &c., &c.: [212, 1080, 317, 1090]
ad-body: THE Undersigned have for SALE—: [202, 416, 324, 433]
list-item: Candles, full and light weights: [212, 476, 310, 486]
ad-subline: PROPRIETOR—J. R. CHRISTIE. MANAGER—E. HARGIN.: [388, 1190, 547, 1210]
list-item: Omelettes—various: [572, 785, 636, 795]
ad-body: FIRST-CLASS HOTEL AT THE BLUFF FOR SALE. A splendid opportunity. Apply to— ROBERTSON & CO., Auctioneers, Tay-street.: [202, 169, 373, 205]
royal-crest-icon: [973, 1402, 1043, 1446]
section-heading: Books, Stationery, &c.: [742, 43, 913, 62]
list-item: SPIRITS, WINES, &c.: [212, 1365, 286, 1375]
ad-heading: AGENTS:: [77, 1023, 138, 1036]
